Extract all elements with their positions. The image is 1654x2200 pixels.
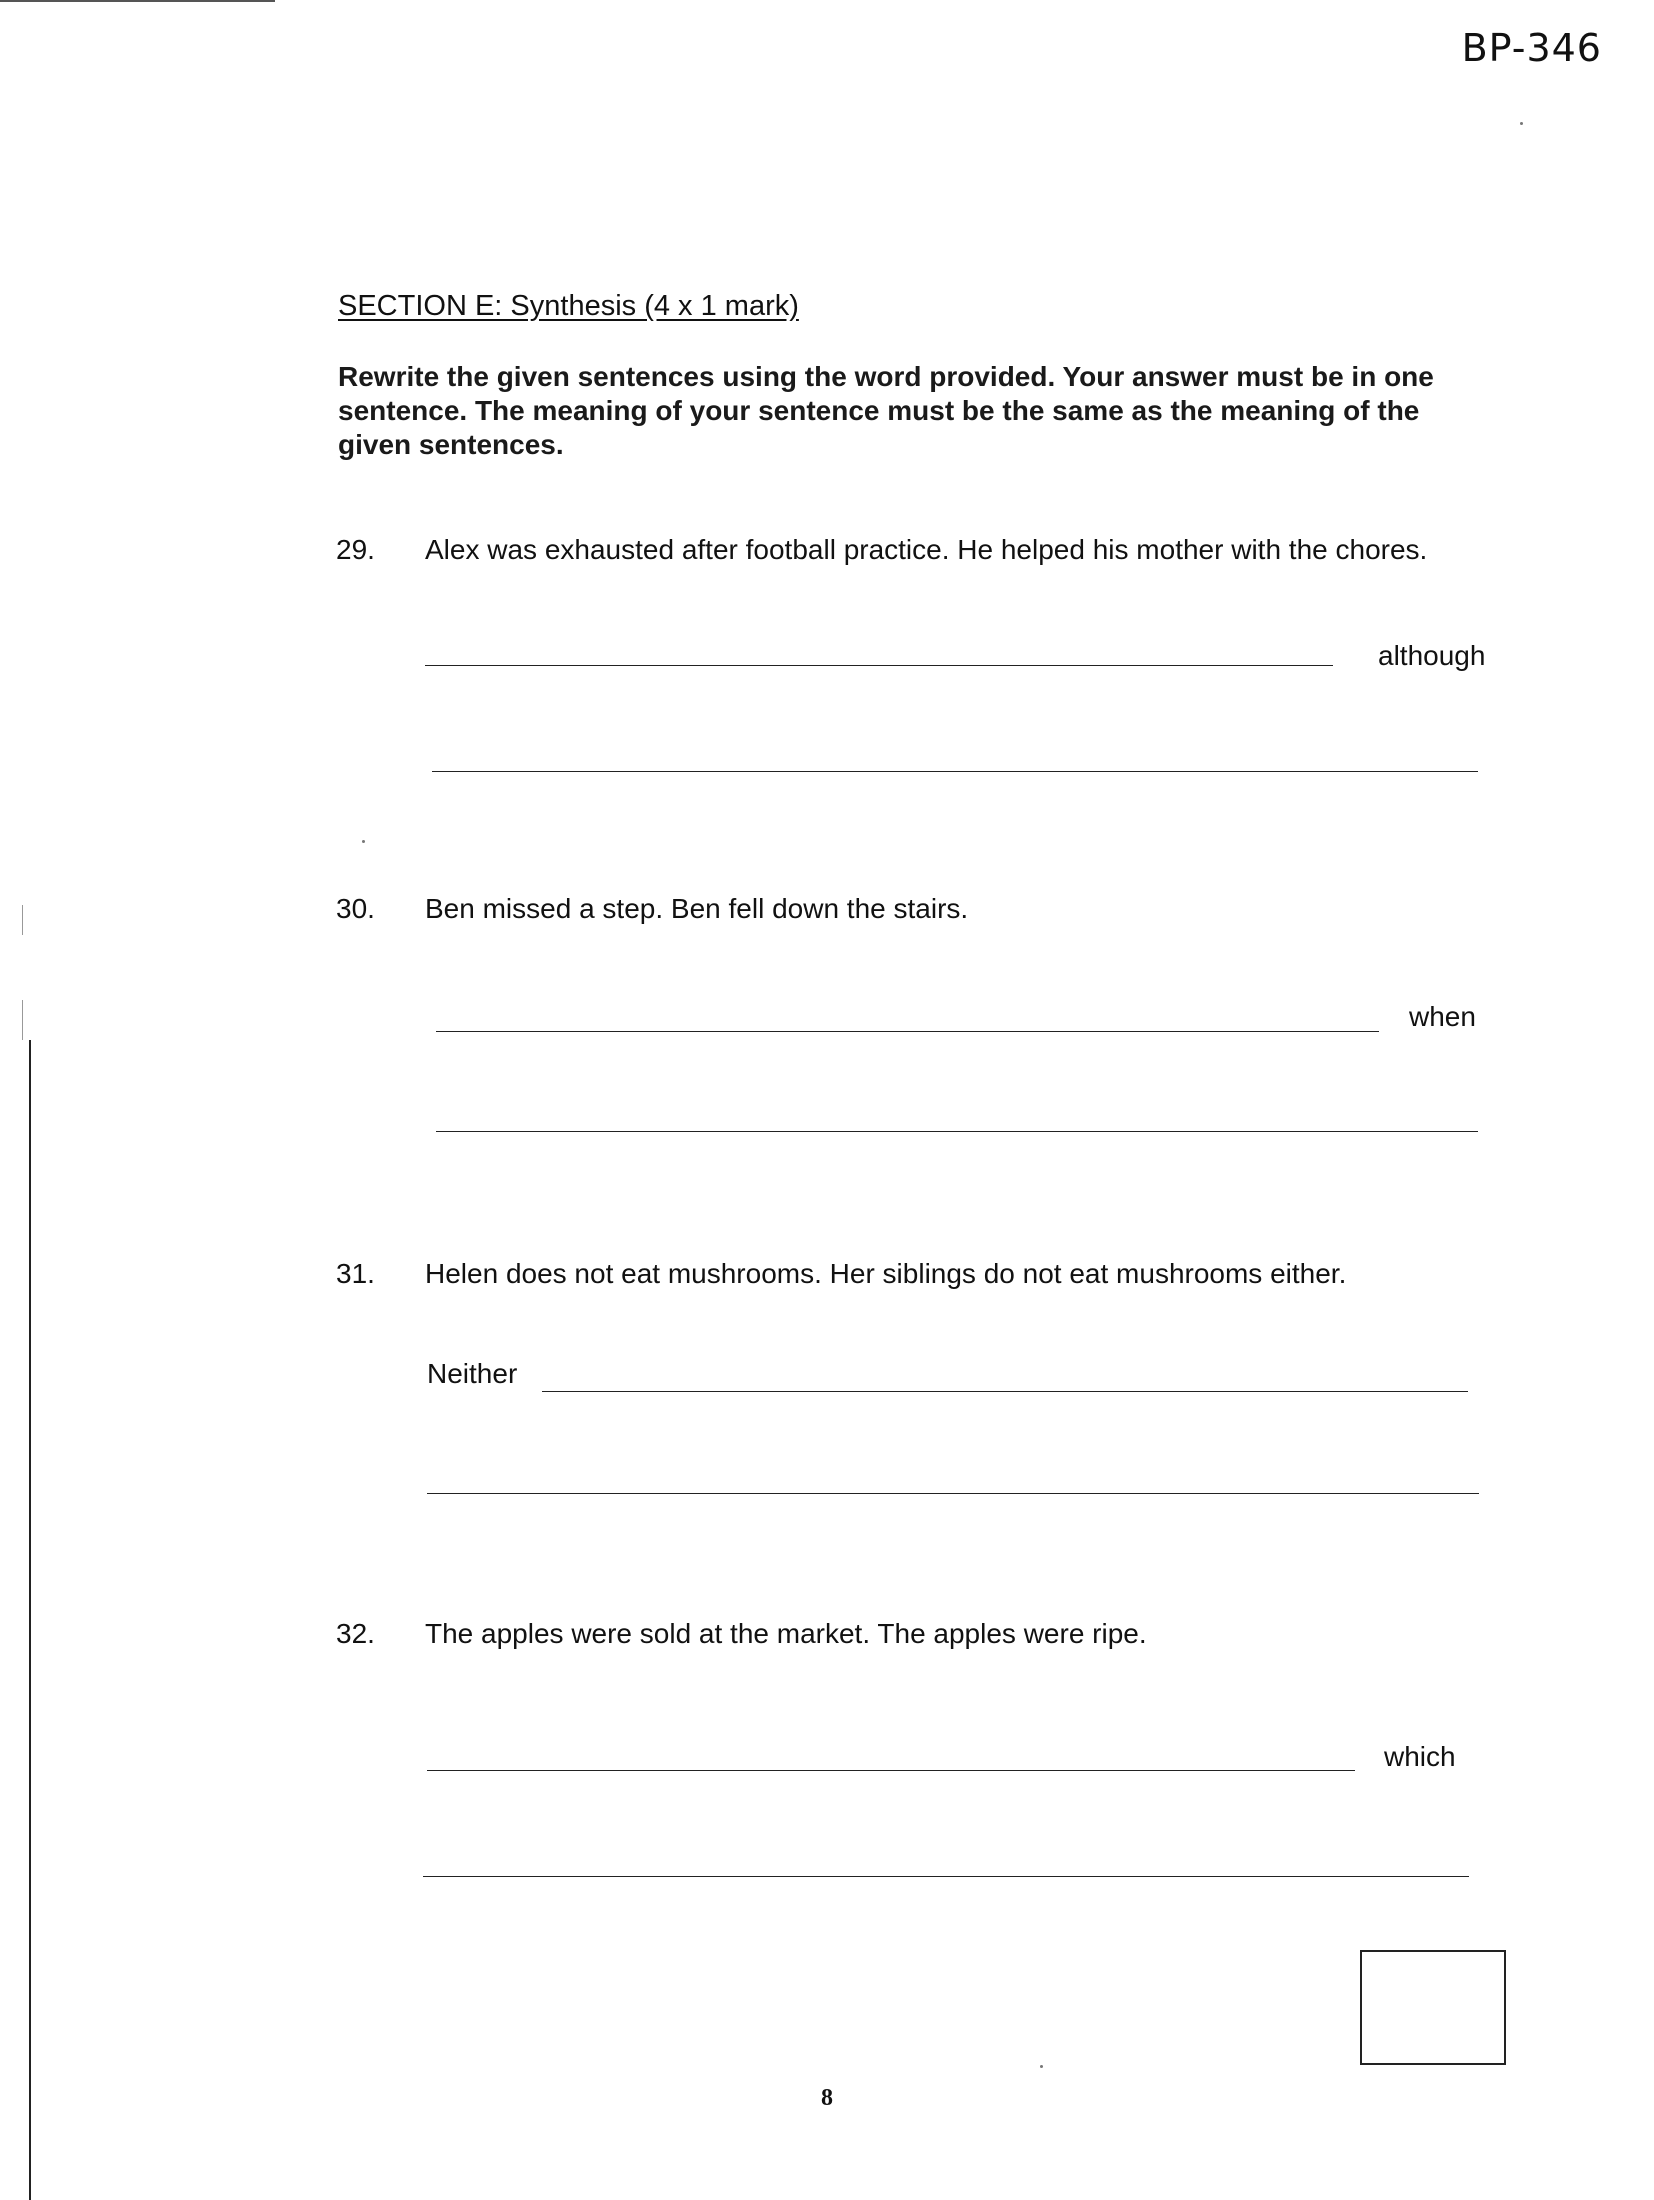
answer-line[interactable] [427,1770,1355,1771]
page-number: 8 [821,2085,833,2111]
question-number: 31. [336,1258,375,1289]
prompt-word: Neither [427,1358,518,1389]
scan-mark [22,905,23,935]
question-number: 32. [336,1618,375,1649]
scan-speck [1520,122,1523,125]
question-text: Helen does not eat mushrooms. Her siblings do not eat mushrooms either. [425,1258,1347,1289]
scan-speck [1040,2065,1043,2068]
prompt-word: when [1409,1001,1476,1032]
scan-edge-line [0,0,275,2]
question-number: 29. [336,534,375,565]
section-instructions: Rewrite the given sentences using the word provided. Your answer must be in one sentence. The meaning of your sentence must be the same as the meaning of the given sentences. [338,361,1434,460]
answer-line[interactable] [423,1876,1469,1877]
scan-mark [22,1000,23,1040]
scan-speck [362,840,365,843]
answer-line[interactable] [427,1493,1479,1494]
section-title: SECTION E: Synthesis (4 x 1 mark) [338,290,799,322]
prompt-word: which [1384,1741,1456,1772]
scan-left-edge [29,1040,31,2200]
question-text: Alex was exhausted after football practice. He helped his mother with the chores. [425,534,1428,565]
question-number: 30. [336,893,375,924]
answer-line[interactable] [432,771,1478,772]
answer-line[interactable] [436,1131,1478,1132]
marks-box [1360,1950,1506,2065]
question-text: Ben missed a step. Ben fell down the stairs. [425,893,969,924]
document-code: BP-346 [1461,26,1602,70]
answer-line[interactable] [542,1391,1468,1392]
answer-line[interactable] [436,1031,1379,1032]
answer-line[interactable] [425,665,1333,666]
prompt-word: although [1378,640,1486,671]
question-text: The apples were sold at the market. The apples were ripe. [425,1618,1147,1649]
